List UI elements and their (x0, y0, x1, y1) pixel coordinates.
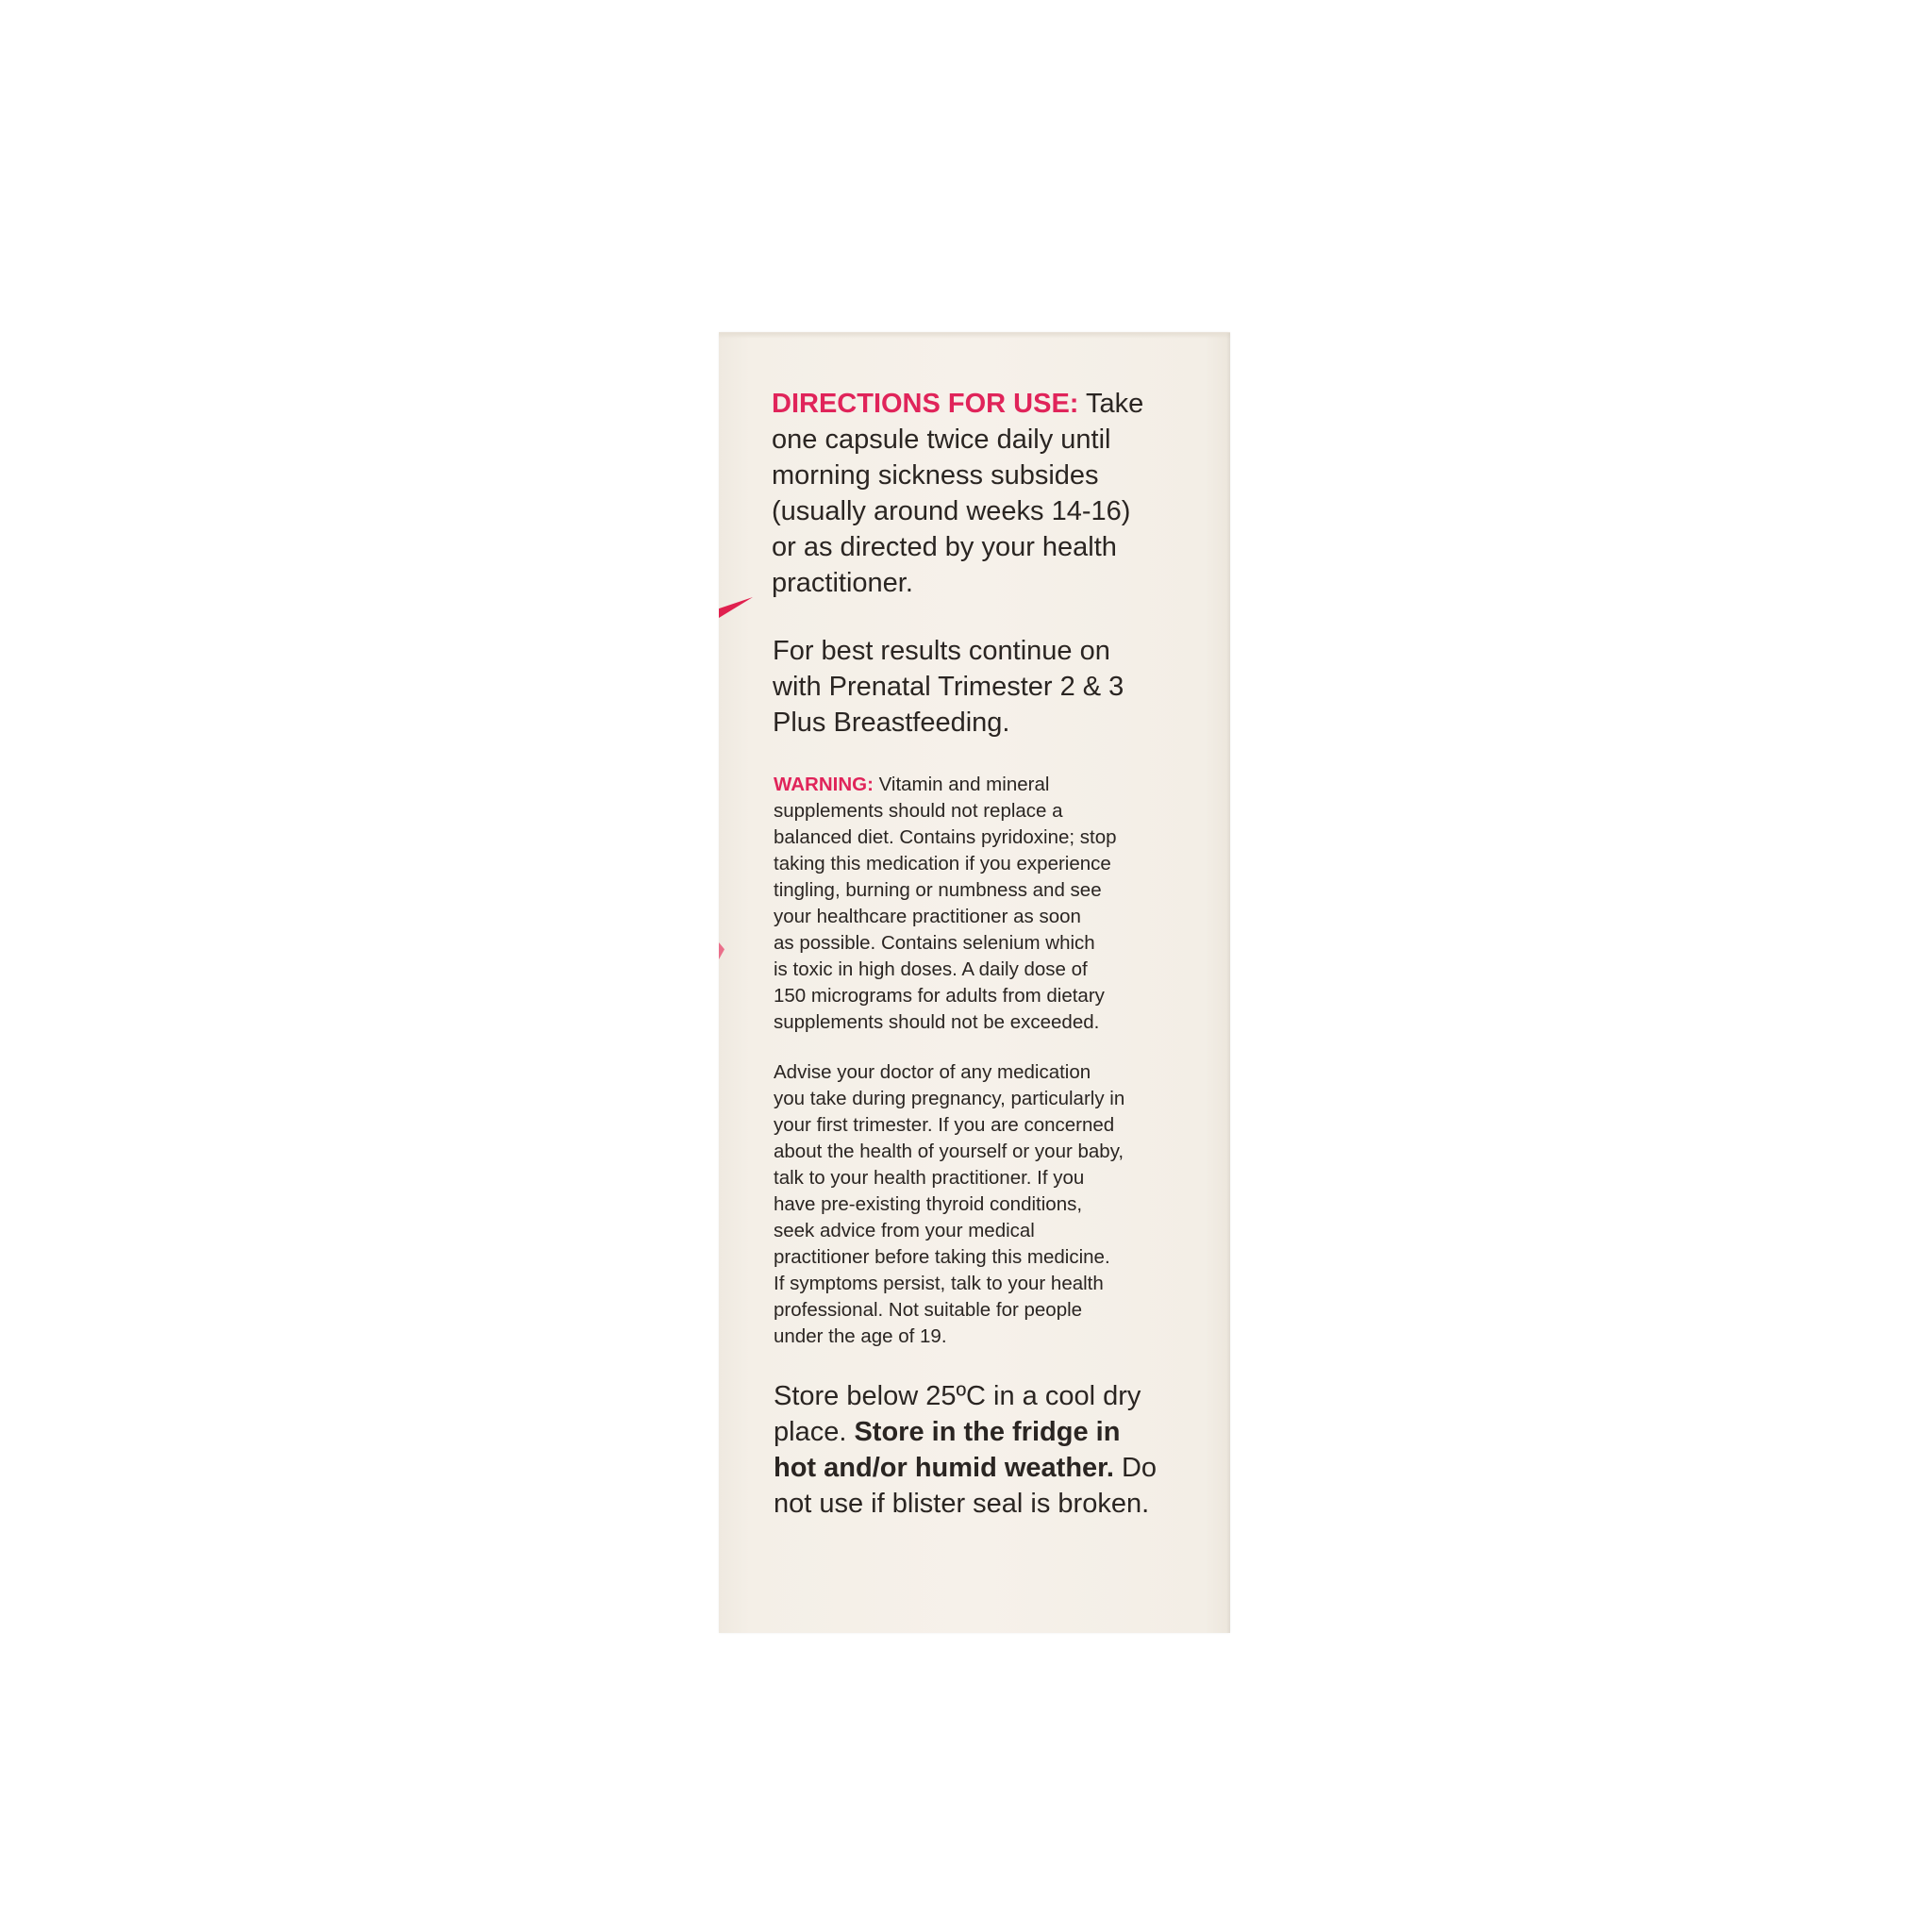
storage-instructions (774, 1378, 1208, 1522)
pink-accent-mark-small (719, 942, 724, 959)
storage-text-2: Do not use if blister seal is broken. (774, 1453, 1158, 1519)
warning-section (774, 772, 1208, 1036)
best-results-note: For best results continue on with Prenatal Trimester 2 & 3 Plus Breastfeeding. (773, 636, 1124, 738)
warning-heading: WARNING: (774, 774, 874, 795)
storage-bold-text: Store in the fridge in hot and/or humid weather. (774, 1417, 1121, 1483)
directions-heading: DIRECTIONS FOR USE: (772, 389, 1079, 419)
directions-body: Take one capsule twice daily until morning sickness subsides (usually around weeks 14-16) or as directed by your health practitioner. (772, 389, 1144, 598)
box-right-edge (1226, 333, 1230, 1633)
warning-body: Vitamin and mineral supplements should not replace a balanced diet. Contains pyridoxine; stop taking this medication if you experience tingling, burning or numbness and see your healthcare practitioner as soon as possible. Contains selenium which is toxic in high doses. A daily dose of 150 micrograms for adults from dietary supplements should not be exceeded. (774, 774, 1117, 1033)
directions-for-use (772, 386, 1206, 601)
advise-doctor-section: Advise your doctor of any medication you take during pregnancy, particularly in your first trimester. If you are concerned about the health of yourself or your baby, talk to your health practitioner. If you have pre-existing thyroid conditions, seek advice from your medical practitioner before taking this medicine. If symptoms persist, talk to your health professional. Not suitable for people under the age of 19. (774, 1061, 1125, 1347)
storage-text-1: Store below 25ºC in a cool dry place. (774, 1381, 1141, 1447)
product-box-side-panel (719, 332, 1230, 1633)
pink-accent-mark (719, 597, 753, 618)
box-top-edge (719, 333, 1230, 339)
